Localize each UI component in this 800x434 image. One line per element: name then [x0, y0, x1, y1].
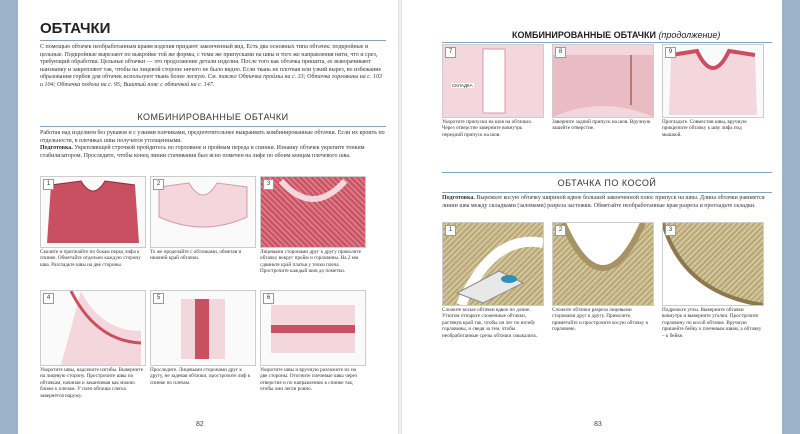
step-number: 8 [555, 47, 566, 58]
fold-label: СКЛАДКА [452, 83, 473, 88]
turned-bodice-illustration [41, 291, 145, 365]
step-caption-5: Проследите. Лицевыми сторонами друг к другу, не задевая обтачки, прострочите лиф к спинке по плечам. [150, 367, 251, 386]
bodice-illustration [41, 177, 145, 247]
shoulder-seam-illustration [151, 291, 255, 365]
step-caption-7: Укоротите припуски на шов на обтачках. Через отверстие заверните вовнутрь передний припуск на шов. [442, 119, 533, 138]
bias-step-photo-3 [662, 222, 764, 306]
step-photo-5 [150, 290, 256, 366]
intro-paragraph [40, 44, 386, 90]
step-number: 1 [445, 225, 456, 236]
step-photo-7 [442, 44, 544, 118]
section-rule [40, 126, 386, 127]
step-number: 2 [555, 225, 566, 236]
step-caption-2: То же проделайте с обтачками, обметав и нижний край обтачки. [150, 249, 242, 262]
intro-reference: См. также Обтачка проймы на с. 33; Обтачка горловины на с. 103 и 104; Обтачка подола на с. 95; Вшитый пояс с обтачкой на с. 147. [40, 74, 382, 88]
pressed-seam-illustration [261, 291, 365, 365]
step-number: 9 [665, 47, 676, 58]
step-caption-1: Сколите и притачайте по бокам перед лифа к спинке. Обметайте отдельно каждую сторону шва. Разгладьте швы на две стороны. [40, 249, 141, 268]
step-photo-9 [662, 44, 764, 118]
right-page-title [512, 30, 720, 40]
bias-step-caption-1: Сложите косые обтачки вдвое по длине. Утюгом отпарьте сложенные обтачки, растянув край так, чтобы он лег по изгибу горловины, и сведя за тем, чтобы необработанные срезы обтачки смыкались. [442, 307, 538, 339]
bias-prep-text: Вырежьте косую обтачку шириной вдвое большей законченной плюс припуск на швы. Длина обтачки равняется линии шва между складками (заломами) разреза застежки. Обметайте необработанные края разреза и прогладьте складки. [442, 195, 765, 209]
step-caption-8: Заверните задний припуск на шов. Вручную зашейте отверстие. [552, 119, 651, 132]
step-photo-8 [552, 44, 654, 118]
step-caption-4: Укоротите швы, надсеките изгибы. Выверните на лицевую сторону. Прострочите швы по обтачкам, начиная и заканчивая как можно ближе к плечам. У плеч обтачка слегка завернется наружу. [40, 367, 143, 399]
page-number-right: 83 [594, 421, 602, 428]
bias-step-photo-1 [442, 222, 544, 306]
right-page-side-band [782, 0, 800, 434]
page-title: ОБТАЧКИ [40, 20, 111, 37]
section-text: Работая над изделием без рукавов и с узкими плечиками, предпочтительнее выкраивать комбинированные обтачки. Если их кроить по отдельности, в плечиках швы получатся утолщенными. [40, 130, 385, 144]
section-heading-bias: ОБТАЧКА ПО КОСОЙ [557, 178, 657, 188]
left-page [0, 0, 398, 434]
step-number: 6 [263, 293, 274, 304]
intro-text: С помощью обтачек необработанным краям изделия придают законченный вид. Есть два основных типа обтачек: подкройные и цельные. Подкройные вырезают по выкройке той же формы, с теми же припусками на швы и того же направления нити, что и срез, требующий обработки. Цельные обтачки — это продолжение детали изделия. После того как обтачка пришита, ее выворачивают наизнанку и закрепляют так, чтобы на лицевой стороне ничего не было видно. Если ткань не плотная или узкий вырез, во избежание образования горбов для обтачек используют ткань более легкую. [40, 44, 382, 81]
title-rule [40, 40, 386, 41]
finished-bodice-illustration [663, 45, 763, 117]
prep-label: Подготовка. [40, 145, 73, 152]
step-caption-6: Укоротите швы и вручную разложите их на две стороны. Отогните плечевые швы через отверстие и по направлению к спинке так, чтобы они легли ровно. [260, 367, 358, 393]
step-photo-4 [40, 290, 146, 366]
bias-step-photo-2 [552, 222, 654, 306]
facing-illustration [151, 177, 255, 247]
page-number-left: 82 [196, 421, 204, 428]
bias-section-rule [442, 192, 772, 193]
prep-text: Укрепляющей строчкой пройдитесь по горловине и проймам переда и спинки. Изнанку обтачек укрепите тонким стабилизатором. Проследите, чтобы конец линии стачивания был ясно помечен на лифе по обоим концам плечевого шва. [40, 145, 365, 159]
bias-step-caption-2: Сложите обтачки разреза лицевыми сторонами друг к другу. Приколите, приметайте и прострочите косую обтачку к горловине. [552, 307, 649, 333]
right-title-suffix: (продолжение) [658, 30, 721, 40]
step-photo-1 [40, 176, 146, 248]
right-title-text: КОМБИНИРОВАННЫЕ ОБТАЧКИ [512, 30, 656, 40]
bias-prep-paragraph [442, 195, 772, 210]
step-number: 5 [153, 293, 164, 304]
step-number: 2 [153, 179, 164, 190]
bias-step-caption-3: Подрежьте углы. Выверните обтачки вовнутрь и выверните уголки. Прострочите горловину по косой обтачке. Вручную пришейте бейку к плечевым швам, а обтачку – к бейке. [662, 307, 762, 339]
step-caption-3: Лицевыми сторонами друг к другу приколите обтачку вокруг пройм и горловины. На 2 мм сдвиньте край платья у точки плеча. Прострочите каждый шов до пометки. [260, 249, 362, 275]
section-heading-combined: КОМБИНИРОВАННЫЕ ОБТАЧКИ [137, 112, 289, 122]
finished-neckline-illustration [663, 223, 763, 305]
neckline-binding-illustration [553, 223, 653, 305]
step-photo-2 [150, 176, 256, 248]
facing-edge-illustration [443, 45, 543, 117]
step-photo-6 [260, 290, 366, 366]
section-paragraph [40, 130, 386, 160]
iron-illustration [443, 223, 543, 305]
bias-prep-label: Подготовка. [442, 195, 475, 201]
pinned-facing-illustration [261, 177, 365, 247]
step-number: 3 [665, 225, 676, 236]
hand-stitch-illustration [553, 45, 653, 117]
right-page [402, 0, 800, 434]
step-number: 7 [445, 47, 456, 58]
left-page-side-band [0, 0, 18, 434]
step-caption-9: Прогладьте. Совместив швы, вручную прикрепите обтачку к шву лифа под мышкой. [662, 119, 747, 138]
step-number: 4 [43, 293, 54, 304]
bias-section-rule-top [442, 172, 772, 173]
step-photo-3 [260, 176, 366, 248]
step-number: 3 [263, 179, 274, 190]
right-title-rule [442, 42, 772, 43]
step-number: 1 [43, 179, 54, 190]
